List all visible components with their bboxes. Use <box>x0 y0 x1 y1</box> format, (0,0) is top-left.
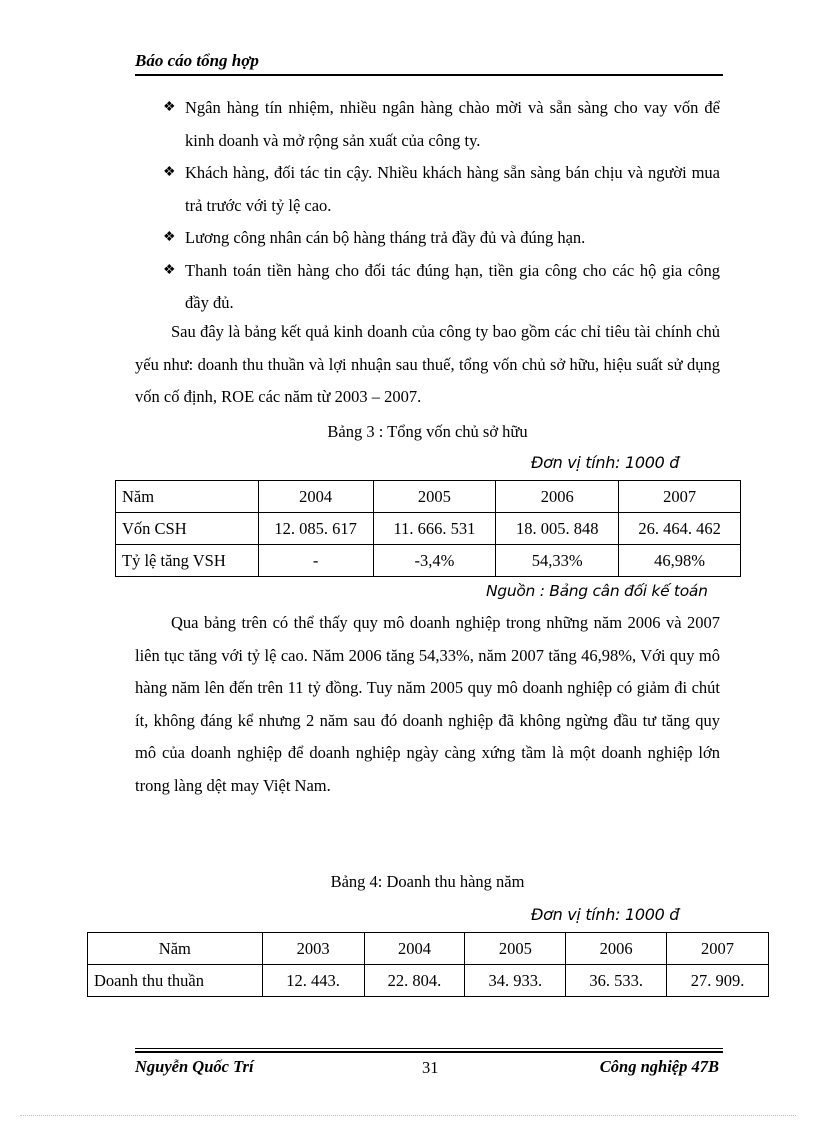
diamond-bullet-icon: ❖ <box>163 165 176 180</box>
table4-caption: Bảng 4: Doanh thu hàng năm <box>330 872 525 891</box>
bullet-item <box>135 222 720 255</box>
table-cell: 2007 <box>619 481 741 513</box>
table-cell: 11. 666. 531 <box>373 513 496 545</box>
table-row <box>116 513 741 545</box>
footer-author: Nguyễn Quốc Trí <box>135 1057 254 1076</box>
intro-paragraph: Sau đây là bảng kết quả kinh doanh của công ty bao gồm các chỉ tiêu tài chính chủ yếu như: doanh thu thuần và lợi nhuận sau thuế, tổng vốn chủ sở hữu, hiệu suất sử dụng vốn cố định, ROE các năm từ 2003 – 2007. <box>135 322 720 406</box>
bullet-item <box>135 92 720 157</box>
bullet-text: Lương công nhân cán bộ hàng tháng trả đầy đủ và đúng hạn. <box>185 228 586 247</box>
bullet-list <box>135 92 720 320</box>
table3-unit: Đơn vị tính: 1000 đ <box>531 453 680 472</box>
table-cell: 36. 533. <box>566 965 667 997</box>
table-cell: 22. 804. <box>364 965 465 997</box>
table-cell: 12. 443. <box>262 965 364 997</box>
table-cell: 54,33% <box>496 545 619 577</box>
table-cell: 2005 <box>465 933 566 965</box>
table-cell: Năm <box>116 481 259 513</box>
diamond-bullet-icon: ❖ <box>163 230 176 245</box>
revenue-table <box>87 932 769 997</box>
footer-divider <box>135 1051 723 1053</box>
table-cell: Vốn CSH <box>116 513 259 545</box>
bullet-item <box>135 255 720 320</box>
analysis-paragraph: Qua bảng trên có thể thấy quy mô doanh nghiệp trong những năm 2006 và 2007 liên tục tăng với tỷ lệ cao. Năm 2006 tăng 54,33%, năm 2007 tăng 46,98%, Với quy mô hàng năm lên đến trên 11 tỷ đồng. Tuy năm 2005 quy mô doanh nghiệp có giảm đi chút ít, không đáng kể nhưng 2 năm sau đó doanh nghiệp đã không ngừng đầu tư tăng quy mô của doanh nghiệp để doanh nghiệp ngày càng xứng tầm là một doanh nghiệp lớn trong làng dệt may Việt Nam. <box>135 613 720 795</box>
table4-unit: Đơn vị tính: 1000 đ <box>531 905 680 924</box>
table-cell: 2007 <box>667 933 769 965</box>
table-cell: 18. 005. 848 <box>496 513 619 545</box>
table-row <box>88 965 769 997</box>
table-cell: 26. 464. 462 <box>619 513 741 545</box>
equity-table <box>115 480 741 577</box>
table-cell: 12. 085. 617 <box>258 513 373 545</box>
footer-divider <box>135 1048 723 1049</box>
table-cell: 2003 <box>262 933 364 965</box>
page-edge-divider <box>20 1115 796 1116</box>
footer-class: Công nghiệp 47B <box>599 1057 719 1076</box>
table3-source: Nguồn : Bảng cân đối kế toán <box>486 582 708 600</box>
bullet-text: Ngân hàng tín nhiệm, nhiều ngân hàng chào mời và sẵn sàng cho vay vốn để kinh doanh và mở rộng sản xuất của công ty. <box>185 98 720 150</box>
table-cell: -3,4% <box>373 545 496 577</box>
page-number: 31 <box>422 1058 439 1077</box>
table-cell: - <box>258 545 373 577</box>
table-row <box>116 481 741 513</box>
table-cell: Doanh thu thuần <box>88 965 263 997</box>
diamond-bullet-icon: ❖ <box>163 100 176 115</box>
table-cell: Năm <box>88 933 263 965</box>
bullet-text: Thanh toán tiền hàng cho đối tác đúng hạn, tiền gia công cho các hộ gia công đầy đủ. <box>185 260 720 312</box>
table-cell: 27. 909. <box>667 965 769 997</box>
table-row <box>116 545 741 577</box>
bullet-text: Khách hàng, đối tác tin cậy. Nhiều khách hàng sẵn sàng bán chịu và người mua trả trước với tỷ lệ cao. <box>185 163 720 215</box>
diamond-bullet-icon: ❖ <box>163 262 176 278</box>
page-header <box>135 48 723 76</box>
table3-caption: Bảng 3 : Tổng vốn chủ sở hữu <box>327 422 528 441</box>
table-cell: 34. 933. <box>465 965 566 997</box>
table-cell: 2004 <box>258 481 373 513</box>
table-cell: Tỷ lệ tăng VSH <box>116 545 259 577</box>
bullet-item <box>135 157 720 222</box>
table-cell: 2004 <box>364 933 465 965</box>
table-row <box>88 933 769 965</box>
table-cell: 46,98% <box>619 545 741 577</box>
table-cell: 2006 <box>566 933 667 965</box>
header-title: Báo cáo tổng hợp <box>135 51 259 70</box>
table-cell: 2005 <box>373 481 496 513</box>
table-cell: 2006 <box>496 481 619 513</box>
